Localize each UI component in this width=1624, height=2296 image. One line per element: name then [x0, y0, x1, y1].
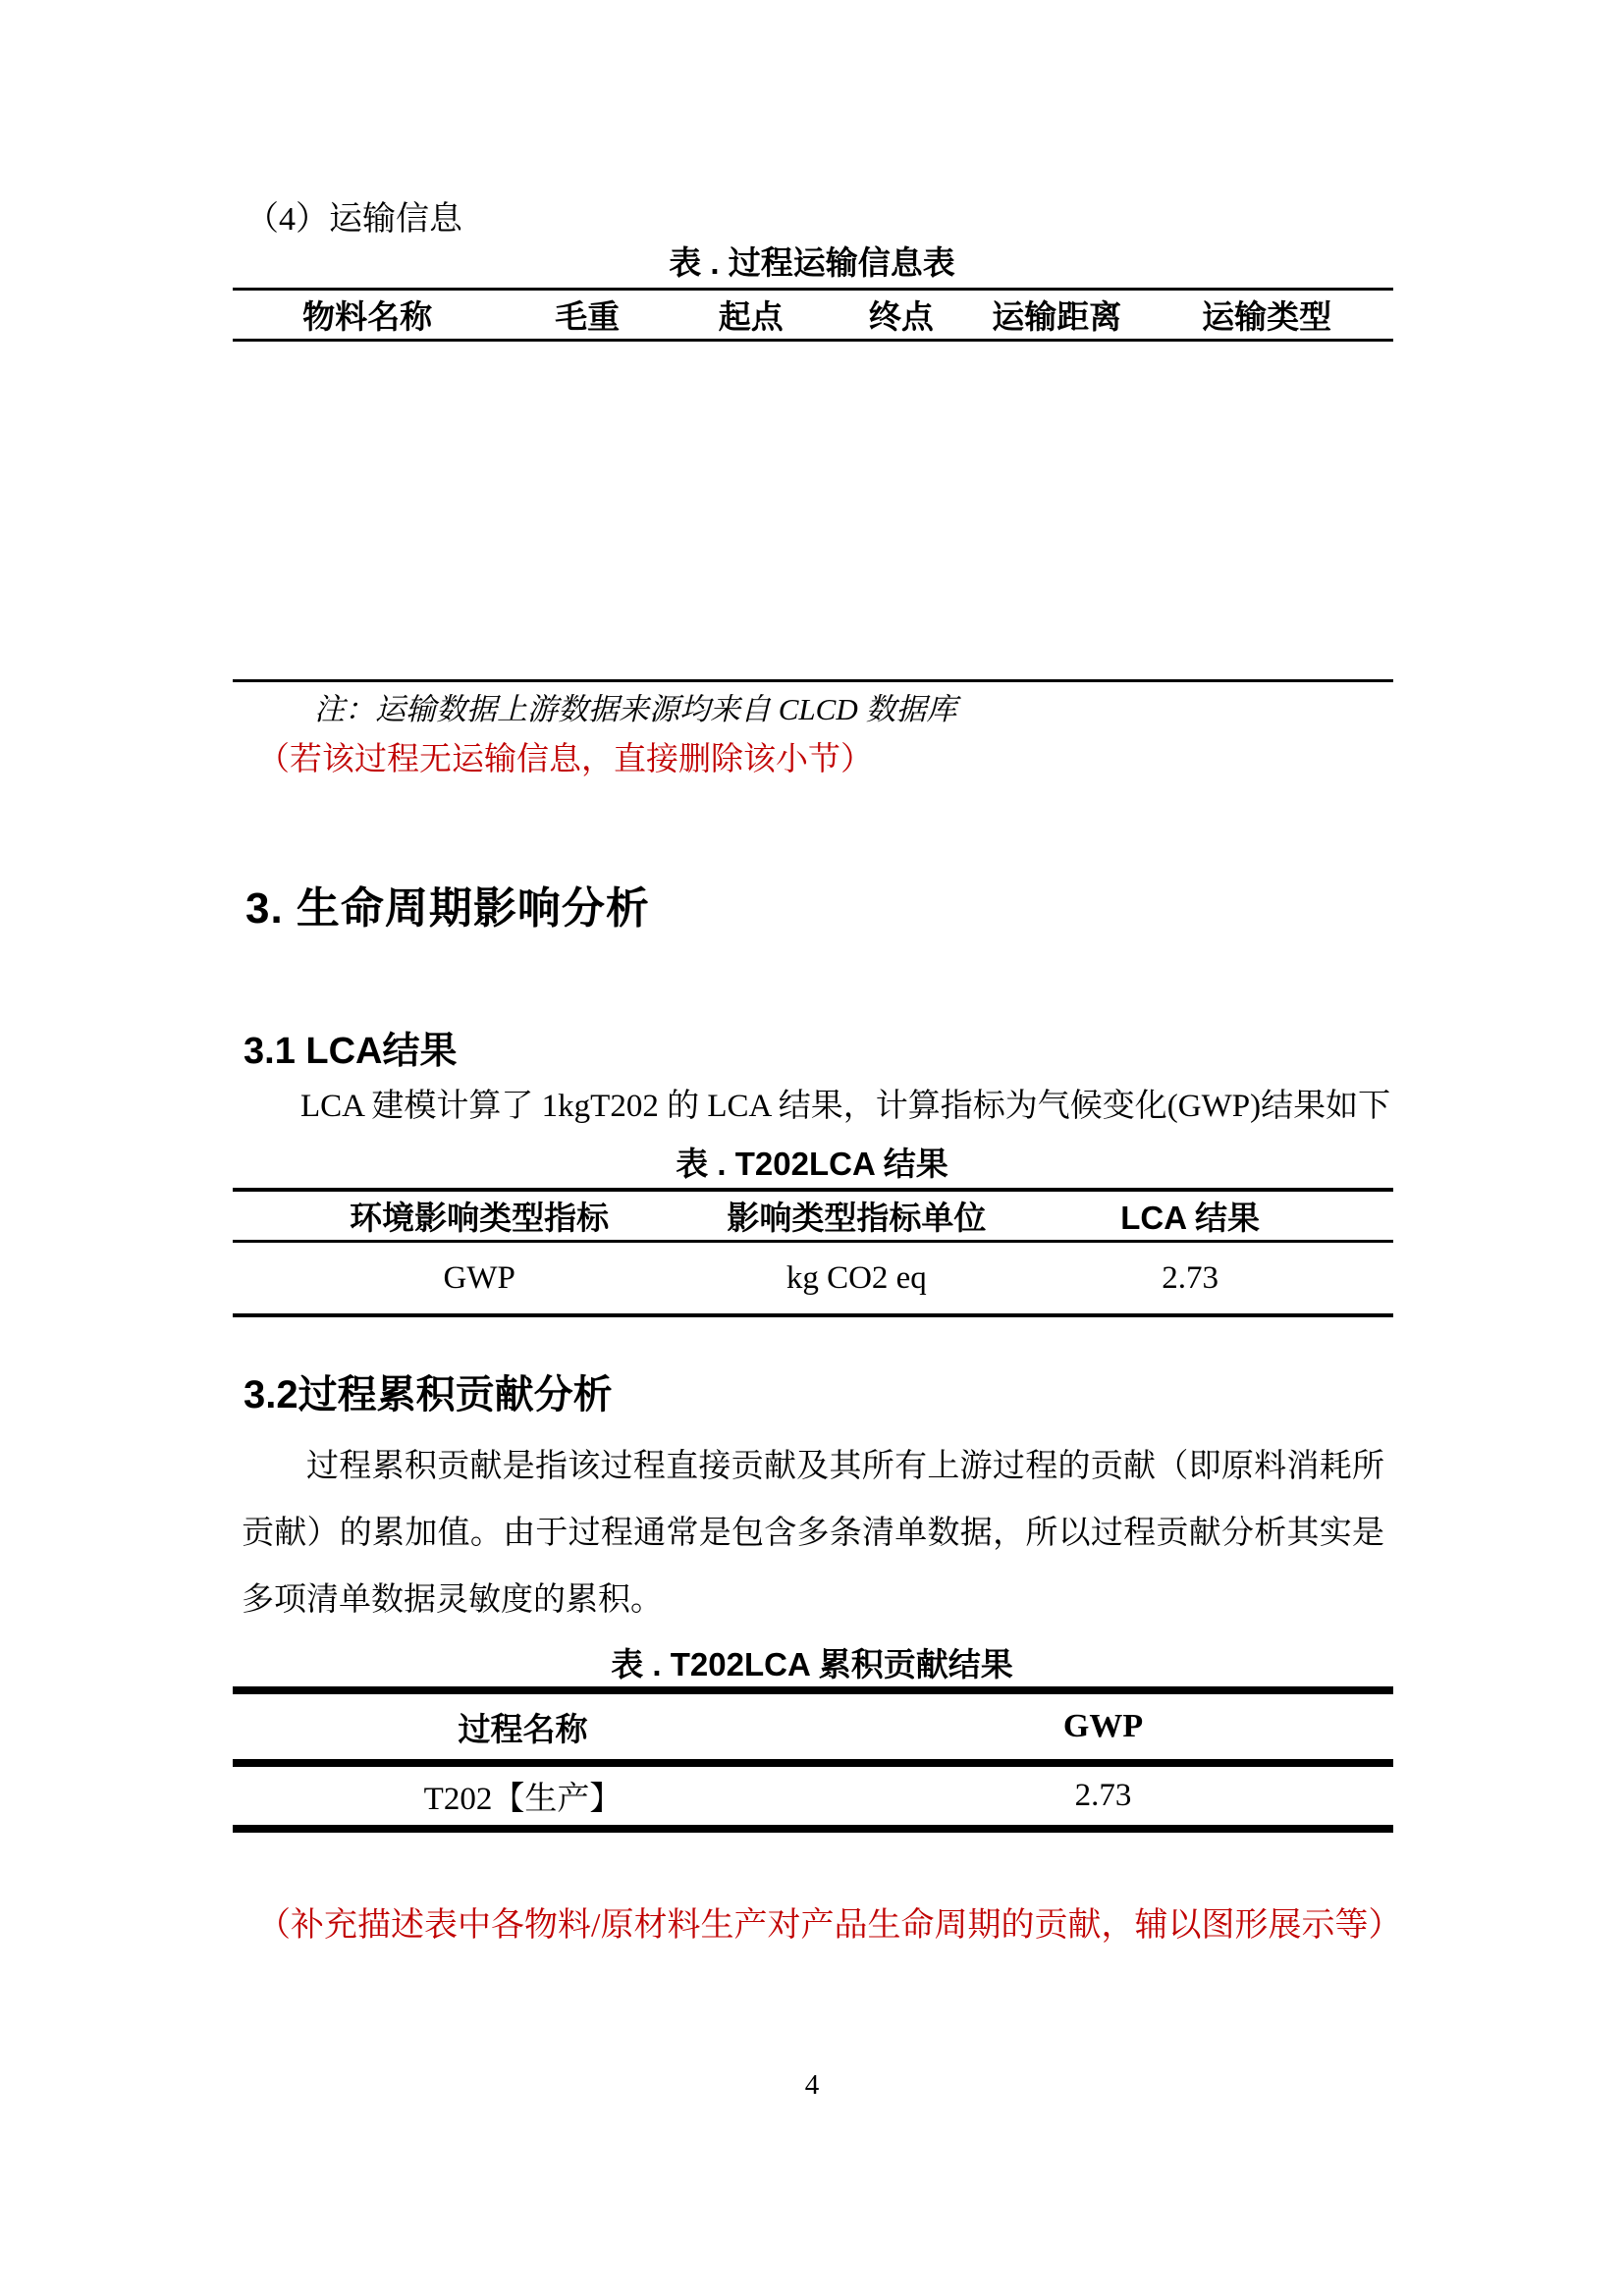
subsection-heading-contribution: 3.2过程累积贡献分析: [244, 1373, 613, 1416]
th-lca-result: LCA 结果: [1120, 1200, 1260, 1236]
contribution-paragraph: 过程累积贡献是指该过程直接贡献及其所有上游过程的贡献（即原料消耗所贡献）的累加值。由于过程通常是包含多条清单数据，所以过程贡献分析其实是多项清单数据灵敏度的累积。: [242, 1449, 1384, 1618]
th-transport-distance: 运输距离: [992, 298, 1122, 335]
td-gwp-indicator: GWP: [443, 1259, 515, 1296]
transport-table-empty-body: [233, 342, 1393, 682]
th-impact-category-unit: 影响类型指标单位: [727, 1200, 987, 1236]
th-gwp: GWP: [1062, 1708, 1144, 1744]
table-caption-transport: 表 . 过程运输信息表: [669, 244, 955, 281]
lca-table-header-row: [233, 1188, 1393, 1243]
transport-table: [233, 288, 1393, 682]
contribution-table: [233, 1686, 1393, 1833]
contribution-table-row-t202: [233, 1767, 1393, 1833]
lca-result-paragraph: LCA 建模计算了 1kgT202 的 LCA 结果，计算指标为气候变化(GWP)结果如下: [300, 1089, 1391, 1124]
contribution-table-header-row: [233, 1686, 1393, 1767]
transport-table-header-row: [233, 288, 1393, 342]
th-origin: 起点: [718, 298, 784, 335]
lca-result-table: [233, 1188, 1393, 1317]
th-transport-type: 运输类型: [1202, 298, 1332, 335]
page-number: 4: [804, 2069, 820, 2101]
td-process-gwp: 2.73: [1074, 1778, 1132, 1813]
th-material-name: 物料名称: [302, 298, 433, 335]
section-heading-lcia: 3. 生命周期影响分析: [245, 884, 650, 933]
table-caption-lca-result: 表 . T202LCA 结果: [676, 1146, 948, 1182]
th-impact-category: 环境影响类型指标: [350, 1200, 610, 1236]
table-caption-contribution: 表 . T202LCA 累积贡献结果: [611, 1646, 1013, 1682]
td-gwp-value: 2.73: [1162, 1259, 1218, 1296]
td-gwp-unit: kg CO2 eq: [785, 1259, 927, 1296]
lca-table-row-gwp: [233, 1243, 1393, 1317]
td-process-name: T202【生产】: [423, 1782, 623, 1817]
red-template-note-contribution: （补充描述表中各物料/原材料生产对产品生命周期的贡献，辅以图形展示等）: [257, 1907, 1402, 1944]
red-template-note-transport: （若该过程无运输信息，直接删除该小节）: [257, 742, 873, 777]
th-process-name: 过程名称: [458, 1710, 588, 1747]
transport-table-note: 注：运输数据上游数据来源均来自 CLCD 数据库: [314, 692, 957, 726]
th-destination: 终点: [868, 298, 934, 335]
th-gross-weight: 毛重: [555, 298, 621, 335]
subsection-heading-transport-info: （4）运输信息: [245, 201, 462, 238]
subsection-heading-lca-result: 3.1 LCA结果: [244, 1031, 458, 1072]
